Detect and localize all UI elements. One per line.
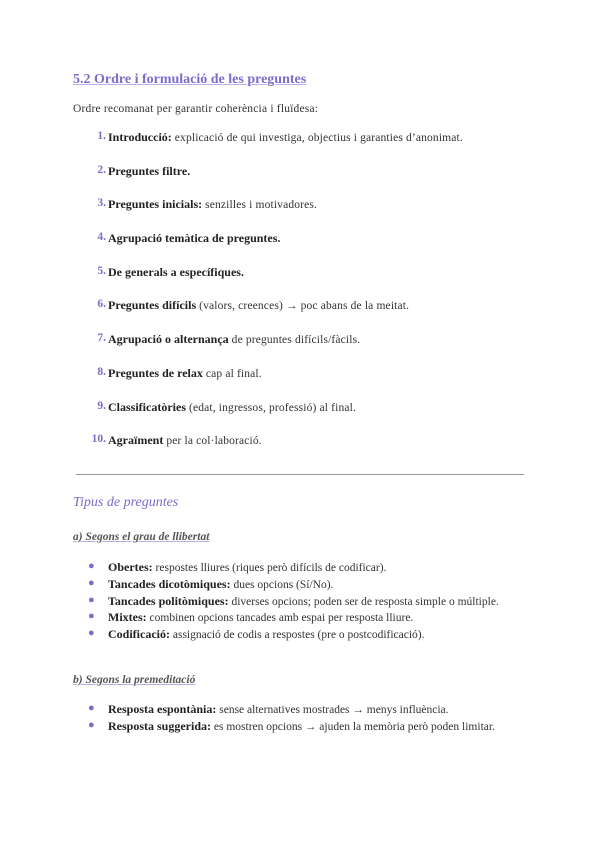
item-label: Preguntes inicials: [108,197,203,212]
bullet-icon: ● [88,718,95,731]
item-text: per la col·laboració. [163,435,262,448]
bullet-icon: ● [88,593,95,606]
bullet-icon: ● [88,702,95,714]
list-item [88,627,499,644]
item-label: Resposta espontània: [108,702,217,716]
item-label: Classificatòries [108,399,186,414]
list-item [73,298,463,332]
list-number: 8. [97,365,106,378]
list-number: 2. [97,163,106,176]
section-heading: 5.2 Ordre i formulació de les preguntes [73,72,307,87]
item-label: Agraïment [108,433,164,448]
premeditation-types-list [88,702,495,736]
item-label: Codificació: [108,627,170,642]
list-item [88,560,499,577]
bullet-icon: ● [88,610,95,623]
list-item [88,577,499,594]
intro-text: Ordre recomanat per garantir coherència i fluïdesa: [73,103,319,115]
list-number: 10. [91,433,106,446]
question-order-list [73,130,463,467]
bullet-icon: ● [88,627,95,640]
list-item [73,400,463,434]
list-number: 5. [97,264,106,277]
list-item [88,594,499,611]
item-label: Introducció: [108,130,172,144]
list-item [73,164,463,198]
subheading-premeditation: b) Segons la premeditació [73,674,196,686]
item-label: Obertes: [108,560,153,574]
bullet-icon: ● [88,576,95,589]
item-text: (edat, ingressos, professió) al final. [185,401,356,414]
item-text: (valors, creences) → poc abans de la meitat. [196,300,410,313]
item-label: Preguntes difícils [108,298,197,313]
list-number: 1. [97,130,106,142]
bullet-icon: ● [88,560,95,572]
horizontal-divider [76,474,524,475]
list-item [88,610,499,627]
item-label: Tancades politòmiques: [108,593,229,608]
list-number: 6. [97,298,106,311]
list-item [73,197,463,231]
item-text: dues opcions (Sí/No). [230,578,334,591]
item-text: sense alternatives mostrades → menys influència. [216,704,449,716]
item-text: de preguntes difícils/fàcils. [228,334,361,347]
item-text: respostes lliures (riques però difícils de codificar). [152,562,387,574]
item-text: assignació de codis a respostes (pre o postcodificació). [170,629,425,642]
item-label: Resposta suggerida: [108,718,212,733]
item-text: cap al final. [202,367,262,380]
item-text: explicació de qui investiga, objectius i garanties d’anonimat. [171,132,463,144]
list-item [73,265,463,299]
item-text: es mostren opcions → ajuden la memòria però poden limitar. [211,720,495,733]
item-text: diverses opcions; poden ser de resposta simple o múltiple. [228,595,499,608]
item-text: combinen opcions tancades amb espai per resposta lliure. [146,612,414,625]
list-item [88,702,495,719]
item-label: Agrupació o alternança [108,332,229,347]
item-label: Preguntes filtre. [108,163,191,178]
item-label: De generals a específiques. [108,264,244,279]
list-item [73,231,463,265]
list-item [73,366,463,400]
list-item [88,719,495,736]
item-label: Agrupació temàtica de preguntes. [108,231,281,246]
list-number: 4. [97,231,106,244]
item-label: Preguntes de relax [108,365,203,380]
list-number: 7. [97,332,106,345]
item-label: Tancades dicotòmiques: [108,576,231,591]
list-number: 9. [97,399,106,412]
list-number: 3. [97,197,106,210]
item-text: senzilles i motivadores. [202,199,318,212]
subheading-freedom: a) Segons el grau de llibertat [73,531,210,543]
item-label: Mixtes: [108,610,147,625]
list-item [73,433,463,467]
freedom-types-list [88,560,499,644]
list-item [73,130,463,164]
list-item [73,332,463,366]
types-heading: Tipus de preguntes [73,495,179,510]
